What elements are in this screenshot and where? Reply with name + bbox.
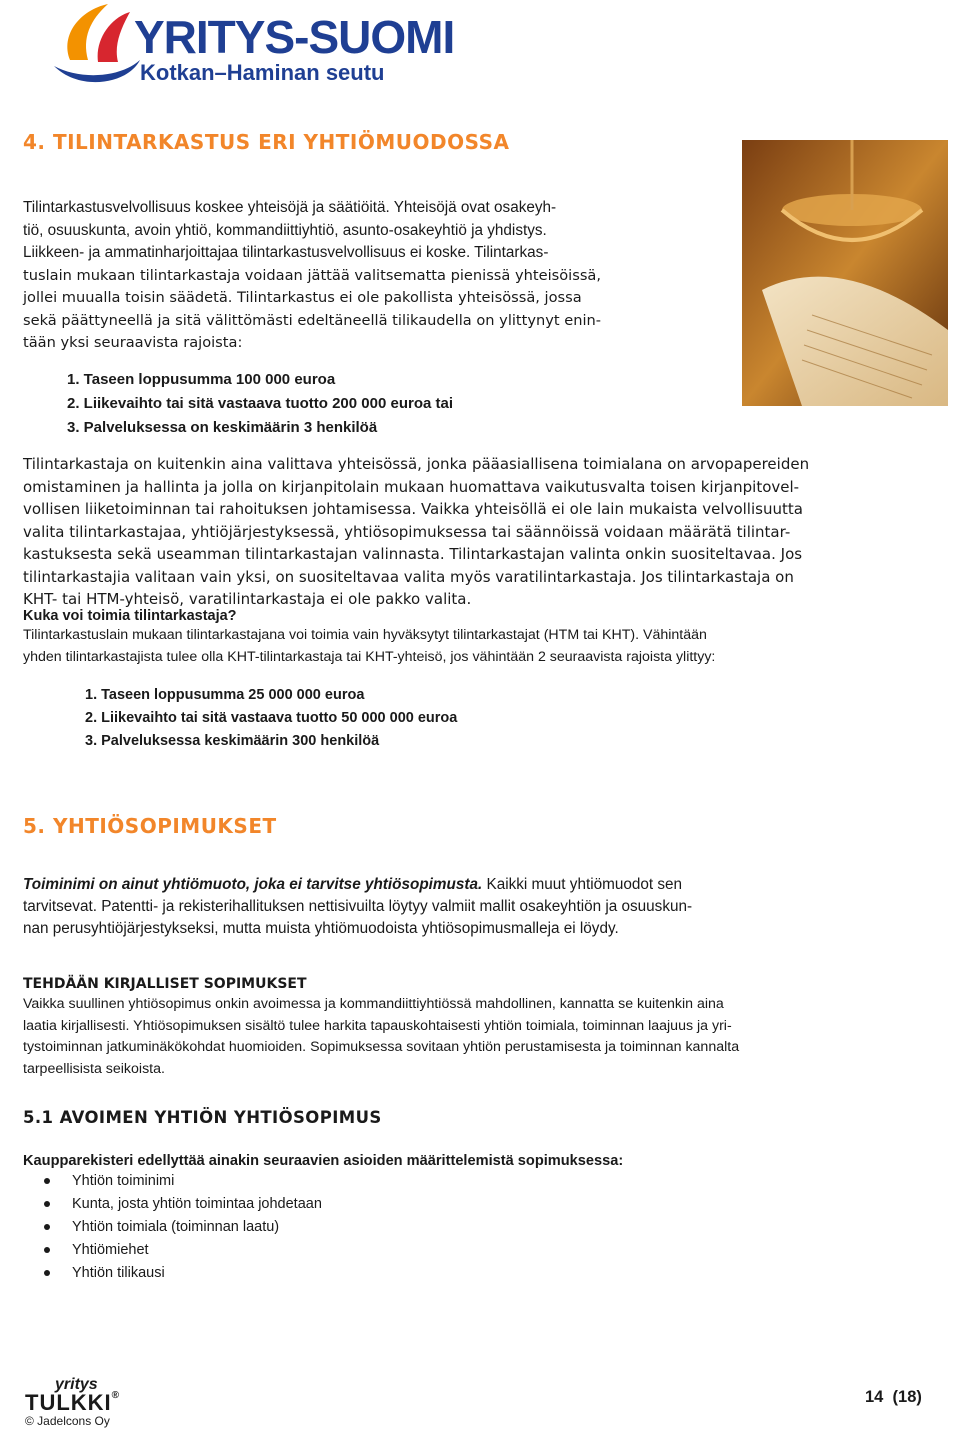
written-line: tarpeellisista seikoista.: [23, 1060, 165, 1077]
body-line: tilintarkastajia valitaan vain yksi, on suositeltavaa valita myös varatilintarkastaja. Jos tilintarkastaja on: [23, 567, 794, 586]
lead-line: tarvitsevat. Patentti- ja rekisterihallituksen nettisivuilta löytyy valmiit mallit osakeyhtiön ja osuuskun-: [23, 898, 693, 915]
written-line: Vaikka suullinen yhtiösopimus onkin avoimessa ja kommandiittiyhtiössä mahdollinen, kannatta se kuitenkin aina: [23, 996, 724, 1012]
intro-line: tuslain mukaan tilintarkastaja voidaan jättää valitsematta pienissä yhteisöissä,: [23, 266, 601, 284]
bullet-dot-icon: [44, 1178, 50, 1184]
written-agreements-text: [23, 994, 929, 1080]
list-item: 2. Liikevaihto tai sitä vastaava tuotto 200 000 euroa tai: [67, 395, 453, 412]
list-item: [44, 1193, 322, 1216]
requirement-text: Yhtiömiehet: [72, 1242, 149, 1258]
requirement-text: Yhtiön toimiala (toiminnan laatu): [72, 1219, 280, 1235]
intro-line: sekä päättyneellä ja sitä välittömästi edeltäneellä tilikaudella on ylittynyt enin-: [23, 311, 602, 329]
written-agreements-heading: TEHDÄÄN KIRJALLISET SOPIMUKSET: [23, 976, 307, 992]
body-line: valita tilintarkastajaa, yhtiöjärjestyksessä, yhtiösopimuksessa tai säännöissä voidaan määrätä tilintar-: [23, 522, 791, 541]
requirements-list: [44, 1170, 322, 1285]
footer-copyright: © Jadelcons Oy: [25, 1414, 110, 1428]
section-5-lead: [23, 874, 929, 940]
list-item: [44, 1262, 322, 1285]
swoosh-logo-icon: [54, 4, 140, 82]
intro-line: jollei muualla toisin säädetä. Tilintarkastus ei ole pakollista yhteisössä, jossa: [23, 289, 582, 306]
requirements-heading: Kaupparekisteri edellyttää ainakin seuraavien asioiden määrittelemistä sopimuksessa:: [23, 1153, 624, 1169]
answer-line: Tilintarkastuslain mukaan tilintarkastajana voi toimia vain hyväksytyt tilintarkastajat (HTM tai KHT). Vähintään: [23, 627, 707, 643]
body-line: omistaminen ja hallinta ja jolla on kirjanpitolain mukaan huomattava vaikutusvalta toisen kirjanpitovel-: [23, 477, 800, 496]
bullet-dot-icon: [44, 1247, 50, 1253]
written-line: tystoiminnan jatkuminäkökohdat huomioiden. Sopimuksessa sovitaan yhtiön perustamisesta ja toiminnan kannalta: [23, 1039, 740, 1055]
requirement-text: Yhtiön tilikausi: [72, 1265, 165, 1281]
list-item: 2. Liikevaihto tai sitä vastaava tuotto 50 000 000 euroa: [85, 710, 458, 726]
intro-line: tään yksi seuraavista rajoista:: [23, 334, 243, 351]
registered-mark: ®: [111, 1390, 121, 1401]
list-item: [44, 1216, 322, 1239]
footer-logo-text: TULKKI: [25, 1390, 112, 1415]
list-item: 3. Palveluksessa keskimäärin 300 henkilöä: [85, 733, 380, 749]
brand-name: YRITYS-SUOMI: [134, 11, 455, 63]
brand-region: Kotkan–Haminan seutu: [140, 60, 385, 85]
requirement-text: Kunta, josta yhtiön toimintaa johdetaan: [72, 1196, 322, 1212]
intro-line: Liikkeen- ja ammatinharjoittajaa tilintarkastusvelvollisuus ei koske. Tilintarkas-: [23, 244, 549, 261]
lead-line: [23, 874, 929, 896]
lead-rest: Kaikki muut yhtiömuodot sen: [482, 876, 683, 893]
section-5-1-title: 5.1 AVOIMEN YHTIÖN YHTIÖSOPIMUS: [23, 1108, 382, 1127]
bullet-dot-icon: [44, 1201, 50, 1207]
answer-line: yhden tilintarkastajista tulee olla KHT-tilintarkastaja tai KHT-yhteisö, jos vähintään 2 seuraavista rajoista ylittyy:: [23, 648, 716, 665]
bullet-dot-icon: [44, 1270, 50, 1276]
section-5-title: 5. YHTIÖSOPIMUKSET: [23, 814, 277, 838]
list-item: 1. Taseen loppusumma 25 000 000 euroa: [85, 687, 365, 703]
page-number: 14 (18): [865, 1388, 922, 1406]
question-heading: Kuka voi toimia tilintarkastaja?: [23, 608, 237, 624]
body-line: vollisen liiketoiminnan tai rahoituksen johtamisessa. Vaikka yhteisöllä ei ole lain mukaista velvollisuutta: [23, 500, 803, 518]
body-line: Tilintarkastaja on kuitenkin aina valittava yhteisössä, jonka pääasiallisena toimialana on arvopapereiden: [23, 455, 810, 473]
body-line: KHT- tai HTM-yhteisö, varatilintarkastaja ei ole pakko valita.: [23, 590, 472, 608]
list-item: [44, 1239, 322, 1262]
list-item: 3. Palveluksessa on keskimäärin 3 henkilöä: [67, 419, 378, 436]
intro-line: tiö, osuuskunta, avoin yhtiö, kommandiittiyhtiö, asunto-osakeyhtiö ja yhdistys.: [23, 221, 547, 239]
bullet-dot-icon: [44, 1224, 50, 1230]
intro-line: Tilintarkastusvelvollisuus koskee yhteisöjä ja säätiöitä. Yhteisöjä ovat osakeyh-: [23, 199, 557, 216]
section-4-intro: [23, 197, 720, 355]
requirement-text: Yhtiön toiminimi: [72, 1173, 175, 1189]
written-line: laatia kirjallisesti. Yhtiösopimuksen sisältö tulee harkita tapauskohtaisesti yhtiön toimiala, toiminnan laajuus ja yri-: [23, 1017, 732, 1034]
section-4-title: 4. TILINTARKASTUS ERI YHTIÖMUODOSSA: [23, 130, 510, 154]
question-answer: [23, 625, 929, 668]
kht-limits-list: [85, 684, 457, 753]
section-4-body: [23, 453, 929, 611]
footer-logo-main: [25, 1390, 120, 1416]
lead-bold: Toiminimi on ainut yhtiömuoto, joka ei tarvitse yhtiösopimusta.: [23, 876, 483, 893]
footer-logo-top: yritys: [55, 1376, 98, 1393]
scales-and-receipt-photo: [742, 140, 948, 406]
list-item: 1. Taseen loppusumma 100 000 euroa: [67, 371, 336, 388]
audit-limits-list: [67, 368, 453, 440]
list-item: [44, 1170, 322, 1193]
lead-line: nan perusyhtiöjärjestykseksi, mutta muista yhtiömuodoista yhtiösopimusmalleja ei löydy.: [23, 920, 619, 937]
body-line: kastuksesta sekä useamman tilintarkastajan valinnasta. Tilintarkastajan valinta onkin suositeltavaa. Jos: [23, 545, 803, 563]
